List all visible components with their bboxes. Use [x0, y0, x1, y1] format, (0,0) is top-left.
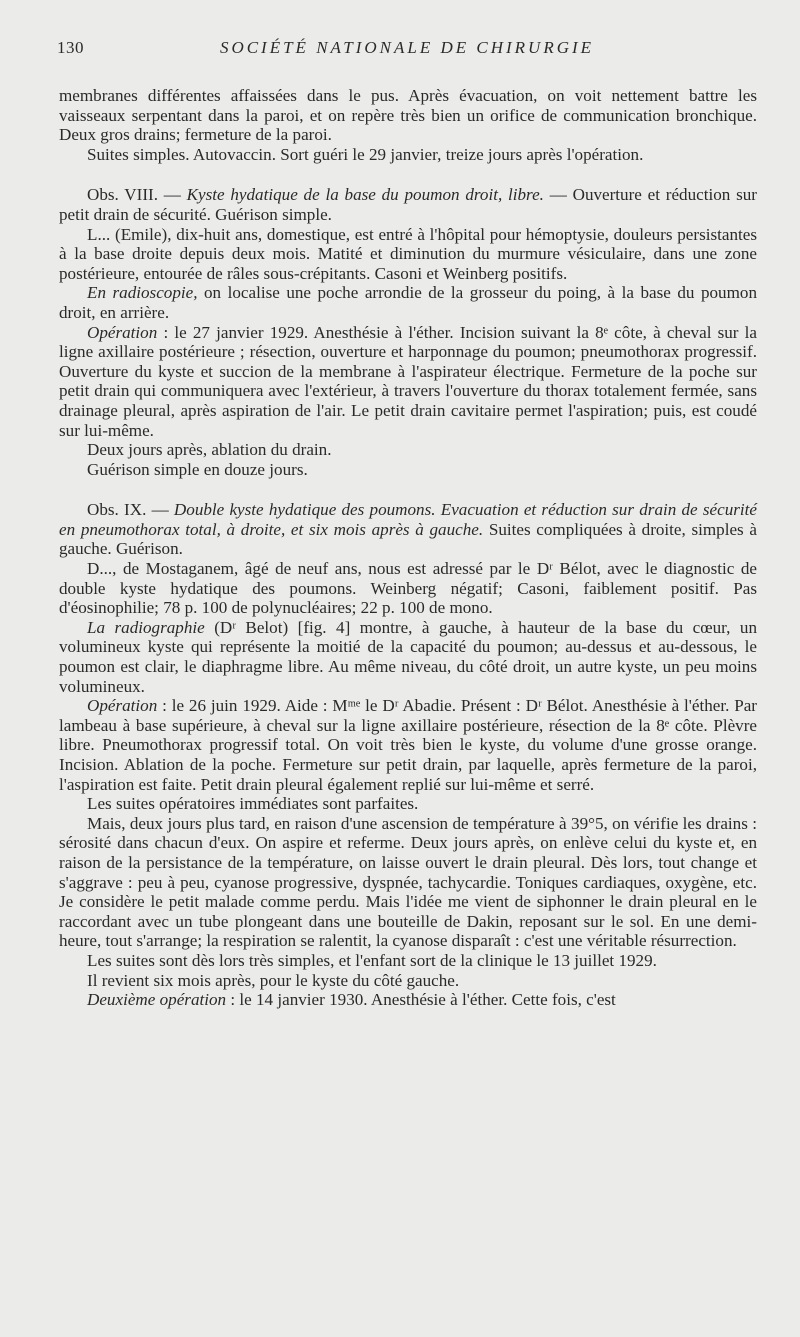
paragraph [59, 86, 757, 145]
paragraph [59, 145, 757, 165]
page-header [57, 38, 757, 64]
paragraph [59, 500, 757, 559]
text-segment: Suites simples. Autovaccin. Sort guéri le 29 janvier, treize jours après l'opération. [87, 144, 644, 164]
text-segment: Guérison simple en douze jours. [87, 459, 308, 479]
text-segment: : le 27 janvier 1929. Anesthésie à l'éther. Incision suivant la 8ᵉ côte, à cheval sur la ligne axillaire postérieure ; résection, ouverture et harponnage du poumon; pneumothorax progressif. Ouverture du kyste et succion de la membrane à l'aspirateur électrique. Fermeture de la poche sur petit drain qui communiquera avec l'extérieur, à travers l'ouverture du thorax totalement fermée, sans drainage pleural, après aspiration de l'air. Le petit drain cavitaire permet l'aspiration; puis, est coudé sur lui-même. [59, 322, 757, 440]
italic-segment: En radioscopie, [87, 283, 198, 303]
italic-segment: Deuxième opération [87, 990, 227, 1010]
paragraph [59, 971, 757, 991]
italic-segment: Kyste hydatique de la base du poumon droit, libre. [186, 185, 544, 205]
text-segment: Mais, deux jours plus tard, en raison d'une ascension de température à 39°5, on vérifie les drains : sérosité dans chacun d'eux. On aspire et referme. Deux jours après, on enlève celui du kyste et, en raison de la persistance de la température, on laisse ouvert le drain pleural. Dès lors, tout change et s'aggrave : peu à peu, cyanose progressive, dyspnée, tachycardie. Toniques cardiaques, oxygène, etc. Je considère le petit malade comme perdu. Mais l'idée me vient de siphonner le drain pleural en le raccordant avec un tube plongeant dans une bouteille de Dakin, reposant sur le sol. En une demi-heure, tout s'arrange; la respiration se ralentit, la cyanose disparaît : c'est une véritable résurrection. [59, 813, 757, 951]
text-segment: Les suites opératoires immédiates sont parfaites. [87, 794, 419, 814]
italic-segment: Opération [87, 696, 158, 716]
text-segment: (Dʳ Belot) [fig. 4] montre, à gauche, à hauteur de la base du cœur, un volumineux kyste qui représente la moitié de la capacité du poumon; au-dessus et au-dessous, le poumon est clair, le diaphragme libre. Au même niveau, du côté droit, un autre kyste, un peu moins volumineux. [59, 617, 757, 696]
paragraph [59, 814, 757, 951]
paragraph [59, 323, 757, 441]
text-segment: on localise une poche arrondie de la grosseur du poing, à la base du poumon droit, en arrière. [59, 283, 757, 322]
paragraph [59, 185, 757, 224]
text-segment: L... (Emile), dix-huit ans, domestique, est entré à l'hôpital pour hémoptysie, douleurs persistantes à la base droite depuis deux mois. Matité et diminution du murmure vésiculaire, dans une zone postérieure, entourée de râles sous-crépitants. Casoni et Weinberg positifs. [59, 224, 757, 283]
text-segment: Obs. VIII. — [87, 185, 187, 205]
text-segment: — Ouverture et réduction sur petit drain de sécurité. Guérison simple. [59, 185, 757, 224]
paragraph [59, 696, 757, 794]
italic-segment: La radiographie [87, 617, 205, 637]
text-segment: Obs. IX. — [87, 500, 174, 520]
paragraph [59, 618, 757, 696]
paragraph [59, 559, 757, 618]
text-segment: membranes différentes affaissées dans le pus. Après évacuation, on voit nettement battre les vaisseaux serpentant dans la paroi, et on repère très bien un orifice de communication bronchique. Deux gros drains; fermeture de la paroi. [59, 86, 757, 145]
paragraph [59, 440, 757, 460]
body-text [59, 86, 757, 1010]
text-segment: : le 26 juin 1929. Aide : Mᵐᵉ le Dʳ Abadie. Présent : Dʳ Bélot. Anesthésie à l'éther. Par lambeau à base supérieure, à cheval sur la ligne axillaire postérieure, résection de la 8ᵉ côte. Plèvre libre. Pneumothorax progressif total. On voit très bien le kyste, du volume d'une grosse orange. Incision. Ablation de la poche. Fermeture sur petit drain, par laquelle, après fermeture de la paroi, l'aspiration est faite. Petit drain pleural également replié sur lui-même et serré. [59, 696, 757, 794]
running-title: SOCIÉTÉ NATIONALE DE CHIRURGIE [219, 38, 595, 57]
paragraph [59, 460, 757, 480]
paragraph [59, 283, 757, 322]
text-segment: D..., de Mostaganem, âgé de neuf ans, nous est adressé par le Dʳ Bélot, avec le diagnostic de double kyste hydatique des poumons. Weinberg négatif; Casoni, faiblement positif. Pas d'éosinophilie; 78 p. 100 de polynucléaires; 22 p. 100 de mono. [59, 559, 757, 618]
paragraph [59, 990, 757, 1010]
italic-segment: Opération [87, 322, 158, 342]
paragraph [59, 794, 757, 814]
italic-segment: Double kyste hydatique des poumons. Evacuation et réduction sur drain de sécurité en pneumothorax total, à droite, et six mois après à gauche. [59, 500, 757, 539]
text-segment: Deux jours après, ablation du drain. [87, 440, 332, 460]
paragraph [59, 951, 757, 971]
page-number: 130 [57, 38, 84, 57]
text-segment: Il revient six mois après, pour le kyste du côté gauche. [87, 970, 460, 990]
text-segment: Les suites sont dès lors très simples, et l'enfant sort de la clinique le 13 juillet 1929. [87, 950, 657, 970]
text-segment: Suites compliquées à droite, simples à gauche. Guérison. [59, 519, 757, 559]
text-segment: : le 14 janvier 1930. Anesthésie à l'éther. Cette fois, c'est [226, 990, 616, 1010]
paragraph [59, 225, 757, 284]
